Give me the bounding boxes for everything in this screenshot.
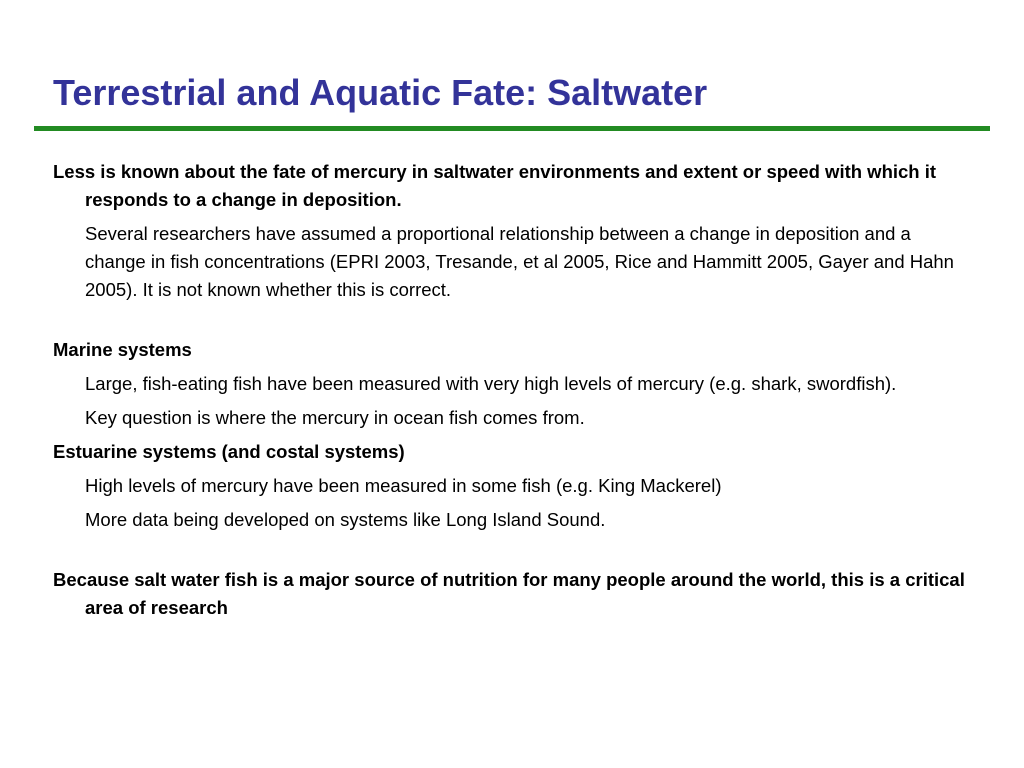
intro-detail: Several researchers have assumed a proportional relationship between a change in deposition and a change in fish concentrations (EPRI 2003, Tresande, et al 2005, Rice and Hammitt 2005, Gayer and Hahn 2005). It is not known whether this is correct. — [85, 223, 954, 300]
marine-heading: Marine systems — [53, 339, 192, 360]
estuarine-heading: Estuarine systems (and costal systems) — [53, 441, 405, 462]
title-divider — [34, 126, 990, 131]
marine-point: Large, fish-eating fish have been measured with very high levels of mercury (e.g. shark, swordfish). — [85, 373, 897, 394]
conclusion-statement: Because salt water fish is a major source of nutrition for many people around the world, this is a critical area of research — [53, 569, 965, 618]
estuarine-point: High levels of mercury have been measured in some fish (e.g. King Mackerel) — [85, 475, 722, 496]
slide-body — [53, 158, 973, 622]
intro-statement: Less is known about the fate of mercury in saltwater environments and extent or speed with which it responds to a change in deposition. — [53, 161, 937, 210]
slide-title: Terrestrial and Aquatic Fate: Saltwater — [53, 72, 708, 113]
marine-point: Key question is where the mercury in ocean fish comes from. — [85, 407, 585, 428]
estuarine-point: More data being developed on systems like Long Island Sound. — [85, 509, 606, 530]
